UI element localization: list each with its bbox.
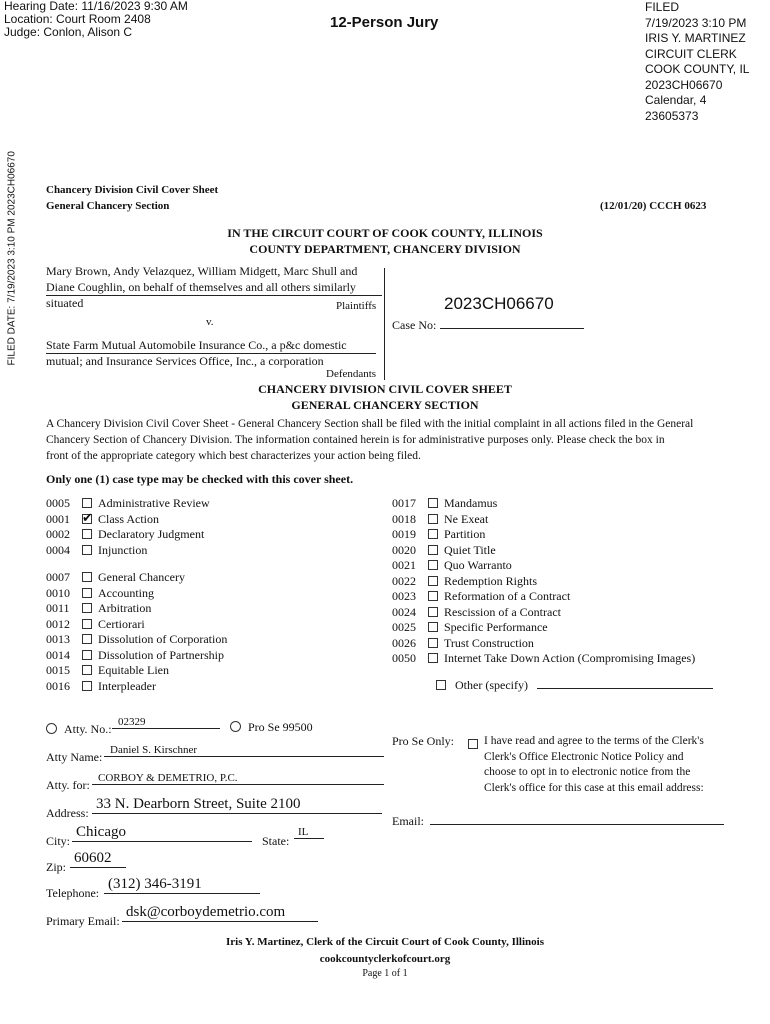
- side-filed-stamp: FILED DATE: 7/19/2023 3:10 PM 2023CH06670: [6, 151, 18, 366]
- case-type-checkbox[interactable]: [82, 545, 92, 555]
- phone-value[interactable]: (312) 346-3191: [104, 876, 260, 894]
- case-type-checkbox[interactable]: [82, 572, 92, 582]
- case-type-label: Specific Performance: [444, 620, 548, 634]
- case-type-item[interactable]: [46, 617, 145, 632]
- atty-for-label: Atty. for:: [46, 778, 90, 792]
- cover-sheet-heading: CHANCERY DIVISION CIVIL COVER SHEET: [258, 382, 512, 396]
- case-type-code: 0004: [46, 542, 70, 557]
- case-type-checkbox[interactable]: [82, 588, 92, 598]
- pro-se-row: [230, 720, 313, 735]
- pro-se-only-label: Pro Se Only:: [392, 734, 455, 748]
- intro-line1: A Chancery Division Civil Cover Sheet - General Chancery Section shall be filed with the initial complaint in all actions filed in the General: [46, 418, 694, 430]
- filed-line: 23605373: [645, 108, 699, 123]
- plaintiffs-line3: situated: [46, 296, 84, 310]
- atty-for-value[interactable]: CORBOY & DEMETRIO, P.C.: [92, 772, 384, 785]
- case-type-checkbox[interactable]: [428, 560, 438, 570]
- case-type-checkbox[interactable]: [428, 638, 438, 648]
- case-number: 2023CH06670: [444, 294, 554, 313]
- case-type-item[interactable]: [46, 679, 156, 694]
- case-type-code: 0016: [46, 678, 70, 693]
- jury-label: 12-Person Jury: [330, 14, 439, 31]
- intro-line2: Chancery Section of Chancery Division. The information contained herein is for administrative purposes only. Please check the box in: [46, 434, 665, 446]
- case-type-code: 0001: [46, 511, 70, 526]
- case-type-code: 0019: [392, 527, 416, 541]
- case-type-item[interactable]: [46, 543, 147, 558]
- other-specify[interactable]: [436, 678, 713, 693]
- case-type-label: Class Action: [98, 511, 160, 526]
- defendants-label: Defendants: [326, 368, 377, 380]
- case-type-code: 0011: [46, 601, 70, 615]
- form-subtitle: General Chancery Section: [46, 200, 170, 212]
- atty-name-value[interactable]: Daniel S. Kirschner: [104, 744, 384, 757]
- case-type-code: 0018: [392, 511, 416, 526]
- case-type-checkbox[interactable]: [82, 634, 92, 644]
- case-type-code: 0012: [46, 616, 70, 631]
- case-type-code: 0020: [392, 542, 416, 557]
- atty-no-value[interactable]: 02329: [112, 716, 220, 729]
- court-name: IN THE CIRCUIT COURT OF COOK COUNTY, ILLINOIS: [227, 226, 543, 240]
- case-type-label: Internet Take Down Action (Compromising Images): [444, 651, 696, 665]
- only-one-note: Only one (1) case type may be checked with this cover sheet.: [46, 472, 354, 486]
- case-type-label: Interpleader: [98, 678, 156, 693]
- case-type-checkbox[interactable]: [428, 591, 438, 601]
- address-value[interactable]: 33 N. Dearborn Street, Suite 2100: [92, 796, 382, 814]
- pro-se-policy-text: [484, 734, 704, 796]
- case-type-checkbox[interactable]: [428, 498, 438, 508]
- footer-site: cookcountyclerkofcourt.org: [319, 953, 451, 965]
- case-type-checkbox[interactable]: [82, 498, 92, 508]
- case-type-item[interactable]: [46, 663, 169, 678]
- case-type-item[interactable]: [392, 574, 537, 589]
- case-type-code: 0025: [392, 620, 416, 634]
- atty-no-radio[interactable]: [46, 723, 57, 734]
- case-type-checkbox[interactable]: [82, 529, 92, 539]
- case-type-label: Partition: [444, 527, 486, 541]
- other-label: Other (specify): [455, 678, 528, 692]
- case-type-label: Dissolution of Corporation: [98, 632, 228, 646]
- case-type-label: Reformation of a Contract: [444, 589, 571, 603]
- filed-line: 7/19/2023 3:10 PM: [645, 15, 747, 30]
- case-type-item[interactable]: [46, 527, 204, 542]
- case-type-code: 0002: [46, 527, 70, 541]
- case-type-item[interactable]: [46, 648, 224, 663]
- filed-line: 2023CH06670: [645, 77, 723, 92]
- pro-se-email-label: Email:: [392, 814, 424, 828]
- pro-se-policy-line: Clerk's Office Electronic Notice Policy and: [484, 750, 684, 763]
- case-type-code: 0010: [46, 585, 70, 600]
- case-type-code: 0021: [392, 558, 416, 572]
- address-label: Address:: [46, 806, 89, 820]
- case-type-code: 0023: [392, 589, 416, 603]
- case-type-label: Injunction: [98, 542, 148, 557]
- hearing-location: Location: Court Room 2408: [4, 12, 151, 26]
- filed-line: COOK COUNTY, IL: [645, 62, 750, 76]
- city-label: City:: [46, 834, 71, 848]
- filed-line: FILED: [645, 0, 680, 14]
- pro-se-optin-checkbox[interactable]: [468, 739, 478, 749]
- case-type-item[interactable]: [392, 496, 497, 511]
- footer-page: Page 1 of 1: [362, 968, 408, 979]
- case-type-code: 0007: [46, 570, 70, 584]
- case-type-checkbox[interactable]: [82, 650, 92, 660]
- case-type-item[interactable]: [392, 512, 488, 527]
- other-line[interactable]: [537, 688, 713, 689]
- case-type-code: 0026: [392, 635, 416, 650]
- case-type-label: Arbitration: [98, 601, 152, 615]
- case-type-code: 0024: [392, 604, 416, 619]
- caption-divider: [384, 268, 385, 380]
- pro-se-policy-line: Clerk's office for this case at this email address:: [484, 781, 704, 794]
- case-type-code: 0022: [392, 573, 416, 588]
- defendants-line2: mutual; and Insurance Services Office, Inc., a corporation: [46, 354, 324, 368]
- plaintiffs-label: Plaintiffs: [336, 300, 377, 312]
- case-type-code: 0014: [46, 647, 70, 662]
- case-type-item[interactable]: [46, 496, 210, 511]
- case-type-code: 0005: [46, 496, 70, 510]
- pro-se-radio[interactable]: [230, 721, 241, 732]
- versus: v.: [206, 316, 214, 328]
- case-type-checkbox[interactable]: [428, 545, 438, 555]
- zip-value[interactable]: 60602: [70, 850, 126, 868]
- pro-se-code-label: Pro Se 99500: [248, 720, 313, 734]
- case-no-label: Case No:: [392, 318, 437, 332]
- case-type-item[interactable]: [392, 543, 496, 558]
- case-type-label: Accounting: [98, 585, 154, 600]
- case-type-item[interactable]: [46, 586, 154, 601]
- plaintiffs-line2: Diane Coughlin, on behalf of themselves and all others similarly: [46, 280, 382, 296]
- filed-line: CIRCUIT CLERK: [645, 46, 737, 61]
- case-type-checkbox[interactable]: [82, 514, 92, 524]
- case-type-label: Trust Construction: [444, 635, 534, 650]
- cover-sheet-subheading: GENERAL CHANCERY SECTION: [291, 398, 479, 412]
- atty-no-row: [46, 722, 112, 737]
- other-checkbox[interactable]: [436, 680, 446, 690]
- case-type-checkbox[interactable]: [82, 681, 92, 691]
- case-type-item[interactable]: [392, 651, 695, 666]
- atty-no-label: Atty. No.:: [64, 722, 112, 736]
- pro-se-optin-checkbox-wrap[interactable]: [468, 735, 478, 753]
- pro-se-policy-line: I have read and agree to the terms of the Clerk's: [484, 735, 704, 747]
- state-label: State:: [262, 834, 290, 848]
- state-value[interactable]: IL: [294, 826, 324, 839]
- phone-label: Telephone:: [46, 886, 100, 900]
- case-type-code: 0013: [46, 632, 70, 646]
- case-type-label: Quo Warranto: [444, 558, 512, 572]
- case-type-item[interactable]: [46, 601, 151, 616]
- case-type-item[interactable]: [392, 620, 548, 635]
- case-type-label: Mandamus: [444, 496, 498, 510]
- case-type-label: Certiorari: [98, 616, 145, 631]
- case-type-code: 0017: [392, 496, 416, 510]
- hearing-info: [4, 0, 188, 39]
- intro-line3: front of the appropriate category which best characterizes your action being filed.: [46, 450, 421, 462]
- case-type-checkbox[interactable]: [82, 619, 92, 629]
- plaintiffs-line1: Mary Brown, Andy Velazquez, William Midgett, Marc Shull and: [46, 264, 358, 278]
- case-type-item[interactable]: [46, 632, 227, 647]
- case-no-line: [440, 328, 584, 329]
- case-type-checkbox[interactable]: [82, 665, 92, 675]
- case-type-item[interactable]: [46, 570, 185, 585]
- case-type-item[interactable]: [392, 558, 512, 573]
- case-type-label: Administrative Review: [98, 496, 210, 510]
- filed-line: Calendar, 4: [645, 93, 707, 107]
- case-type-label: General Chancery: [98, 570, 185, 584]
- case-type-checkbox[interactable]: [428, 576, 438, 586]
- form-title: Chancery Division Civil Cover Sheet: [46, 184, 219, 196]
- case-type-item[interactable]: [392, 605, 561, 620]
- case-type-checkbox[interactable]: [428, 514, 438, 524]
- form-id: (12/01/20) CCCH 0623: [600, 200, 707, 212]
- court-dept: COUNTY DEPARTMENT, CHANCERY DIVISION: [249, 242, 521, 256]
- case-type-checkbox[interactable]: [82, 603, 92, 613]
- case-type-label: Ne Exeat: [444, 511, 489, 526]
- case-type-checkbox[interactable]: [428, 653, 438, 663]
- case-type-checkbox[interactable]: [428, 529, 438, 539]
- case-type-label: Quiet Title: [444, 542, 496, 557]
- hearing-date: Hearing Date: 11/16/2023 9:30 AM: [4, 0, 188, 13]
- email-value[interactable]: dsk@corboydemetrio.com: [122, 904, 318, 922]
- case-type-item[interactable]: [46, 512, 159, 527]
- case-type-checkbox[interactable]: [428, 622, 438, 632]
- filed-line: IRIS Y. MARTINEZ: [645, 31, 746, 45]
- zip-label: Zip:: [46, 860, 66, 874]
- case-type-checkbox[interactable]: [428, 607, 438, 617]
- case-type-label: Declaratory Judgment: [98, 527, 205, 541]
- filed-stamp: [645, 0, 749, 124]
- case-type-label: Redemption Rights: [444, 573, 537, 588]
- atty-name-label: Atty Name:: [46, 750, 103, 764]
- hearing-judge: Judge: Conlon, Alison C: [4, 25, 133, 39]
- pro-se-email-input[interactable]: [430, 824, 724, 825]
- defendants-line1: State Farm Mutual Automobile Insurance Co., a p&c domestic: [46, 338, 376, 354]
- city-value[interactable]: Chicago: [72, 824, 252, 842]
- email-label: Primary Email:: [46, 914, 120, 928]
- case-type-item[interactable]: [392, 589, 570, 604]
- footer-clerk: Iris Y. Martinez, Clerk of the Circuit Court of Cook County, Illinois: [226, 936, 544, 948]
- case-type-code: 0050: [392, 651, 416, 665]
- case-type-label: Rescission of a Contract: [444, 604, 561, 619]
- case-type-item[interactable]: [392, 527, 485, 542]
- case-type-item[interactable]: [392, 636, 534, 651]
- case-type-code: 0015: [46, 663, 70, 677]
- pro-se-policy-line: choose to opt in to electronic notice from the: [484, 766, 691, 778]
- case-type-label: Equitable Lien: [98, 663, 169, 677]
- case-type-label: Dissolution of Partnership: [98, 647, 224, 662]
